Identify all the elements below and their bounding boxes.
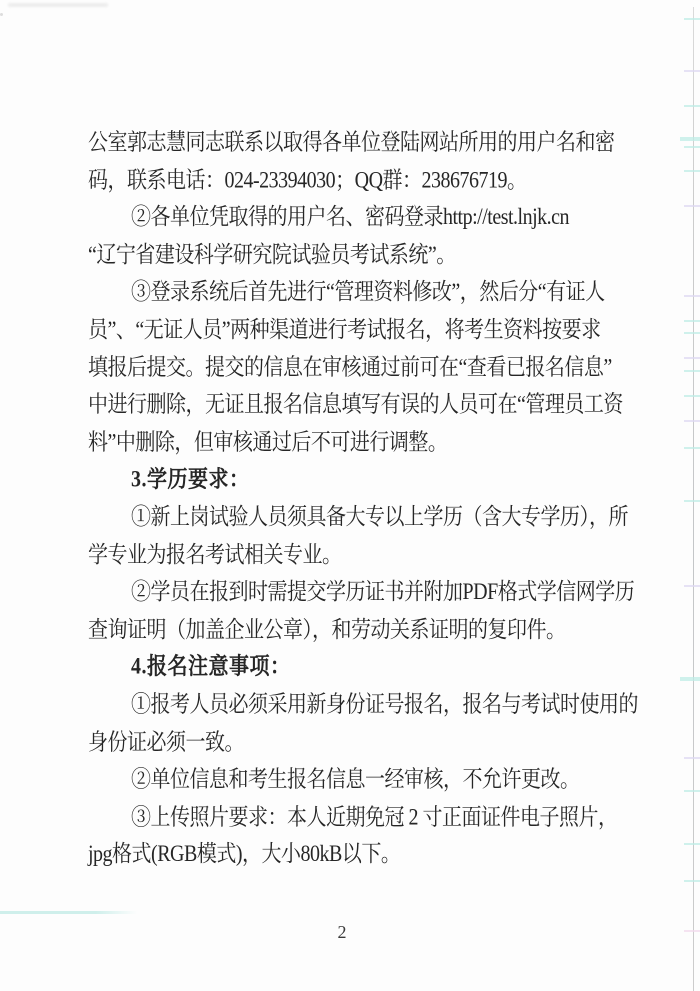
text-line: 料”中删除，但审核通过后不可进行调整。: [88, 429, 448, 455]
scan-streak: [684, 420, 700, 422]
text-line: ②学员在报到时需提交学历证书并附加PDF格式学信网学历: [131, 579, 635, 605]
scan-streak: [684, 357, 700, 359]
text-line: 公室郭志慧同志联系以取得各单位登陆网站所用的用户名和密: [88, 129, 615, 156]
text-line: “辽宁省建设科学研究院试验员考试系统”。: [88, 242, 456, 268]
text-line: 填报后提交。提交的信息在审核通过前可在“查看已报名信息”: [88, 354, 612, 380]
scan-streak: [684, 585, 700, 587]
section-heading-education: 3.学历要求：: [131, 467, 250, 493]
scan-streak: [684, 790, 700, 792]
text-line: 学专业为报名考试相关专业。: [88, 542, 342, 568]
scan-streak: [684, 146, 700, 148]
scan-streak: [684, 320, 700, 322]
text-line: ③登录系统后首先进行“管理资料修改”，然后分“有证人: [131, 279, 605, 305]
scan-streak: [684, 205, 700, 207]
text-line: ②单位信息和考生报名信息一经审核，不允许更改。: [131, 766, 580, 793]
scan-streak: [684, 757, 700, 759]
text-line: ①新上岗试验人员须具备大专以上学历（含大专学历），所: [131, 504, 628, 530]
scan-smudge: [8, 3, 108, 7]
document-body: [88, 124, 638, 874]
scan-streak: [684, 500, 700, 502]
text-line: 中进行删除，无证且报名信息填写有误的人员可在“管理员工资: [88, 392, 623, 418]
scan-streak: [684, 930, 700, 932]
scan-streak: [684, 18, 700, 20]
scan-streak: [684, 395, 700, 397]
scan-streak: [684, 843, 700, 845]
page-number: 2: [337, 922, 347, 942]
scan-streak: [684, 880, 700, 882]
text-line: 码，联系电话：024-23394030；QQ群：238676719。: [88, 167, 527, 193]
scan-streak: [684, 295, 700, 297]
scan-streak: [684, 370, 700, 372]
scan-streak: [684, 447, 700, 449]
scan-streak: [684, 170, 700, 172]
scan-streak: [680, 677, 700, 681]
scan-streak: [680, 137, 700, 141]
text-line: ②各单位凭取得的用户名、密码登录http://test.lnjk.cn: [131, 204, 570, 231]
text-line: 员”、“无证人员”两种渠道进行考试报名，将考生资料按要求: [88, 317, 601, 343]
text-line: 查询证明（加盖企业公章），和劳动关系证明的复印件。: [88, 617, 566, 643]
scan-speck: [0, 13, 3, 16]
text-line: ③上传照片要求：本人近期免冠 2 寸正面证件电子照片，: [131, 804, 618, 830]
scan-streak: [684, 70, 700, 72]
scan-streak: [684, 332, 700, 334]
text-line: jpg格式(RGB模式)，大小80kB以下。: [88, 841, 401, 868]
scan-bottom-left-line: [0, 911, 137, 914]
text-line: ①报考人员必须采用新身份证号报名，报名与考试时使用的: [131, 691, 638, 718]
text-line: 身份证必须一致。: [88, 729, 244, 755]
scan-streak: [684, 105, 700, 107]
section-heading-registration-notes: 4.报名注意事项：: [131, 654, 291, 680]
